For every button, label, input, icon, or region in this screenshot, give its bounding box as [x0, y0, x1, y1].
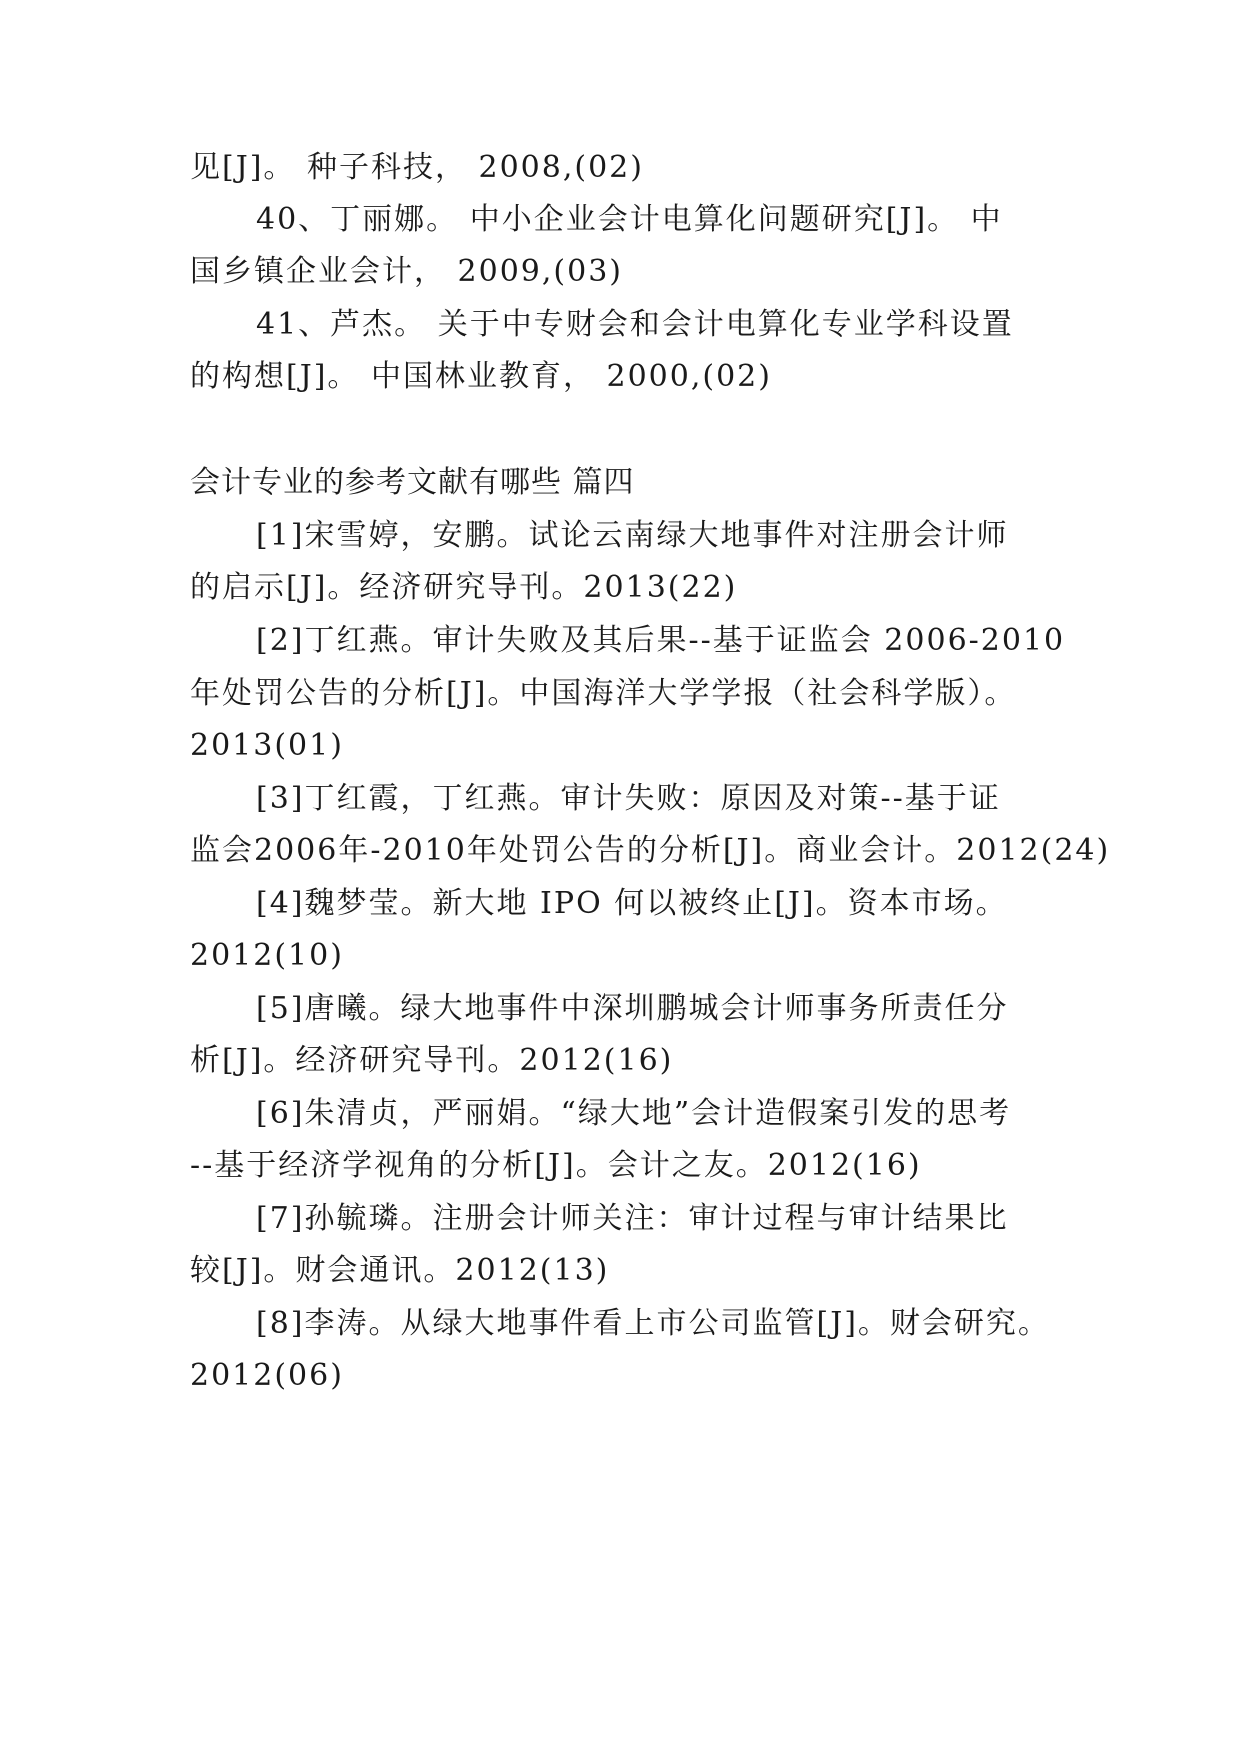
- reference-line: [7]孙毓璘。注册会计师关注：审计过程与审计结果比: [256, 1201, 1009, 1236]
- reference-line: [2]丁红燕。审计失败及其后果--基于证监会 2006-2010: [256, 623, 1066, 658]
- reference-line: 2012(10): [190, 938, 344, 973]
- text-line: 40、丁丽娜。 中小企业会计电算化问题研究[J]。 中: [256, 202, 1003, 237]
- text-line: 的构想[J]。 中国林业教育， 2000,(02): [190, 359, 772, 394]
- reference-line: --基于经济学视角的分析[J]。会计之友。2012(16): [190, 1148, 922, 1183]
- reference-line: [8]李涛。从绿大地事件看上市公司监管[J]。财会研究。: [256, 1306, 1050, 1341]
- reference-line: 2013(01): [190, 728, 344, 763]
- reference-line: 析[J]。经济研究导刊。2012(16): [190, 1043, 674, 1078]
- reference-line: [3]丁红霞，丁红燕。审计失败：原因及对策--基于证: [256, 781, 1001, 816]
- reference-line: 监会2006年-2010年处罚公告的分析[J]。商业会计。2012(24): [190, 833, 1111, 868]
- text-line: 41、芦杰。 关于中专财会和会计电算化专业学科设置: [256, 307, 1014, 342]
- reference-line: [6]朱清贞，严丽娟。“绿大地”会计造假案引发的思考: [256, 1096, 1012, 1131]
- reference-line: [5]唐曦。绿大地事件中深圳鹏城会计师事务所责任分: [256, 991, 1009, 1026]
- reference-line: 2012(06): [190, 1358, 344, 1393]
- reference-line: 的启示[J]。经济研究导刊。2013(22): [190, 570, 738, 605]
- text-line: 国乡镇企业会计， 2009,(03): [190, 254, 624, 289]
- reference-line: 较[J]。财会通讯。2012(13): [190, 1253, 610, 1288]
- reference-line: 年处罚公告的分析[J]。中国海洋大学学报（社会科学版）。: [190, 676, 1017, 711]
- section-heading: 会计专业的参考文献有哪些 篇四: [190, 465, 635, 500]
- text-line: 见[J]。 种子科技， 2008,(02): [190, 150, 644, 185]
- reference-line: [4]魏梦莹。新大地 IPO 何以被终止[J]。资本市场。: [256, 886, 1008, 921]
- reference-line: [1]宋雪婷，安鹏。试论云南绿大地事件对注册会计师: [256, 518, 1009, 553]
